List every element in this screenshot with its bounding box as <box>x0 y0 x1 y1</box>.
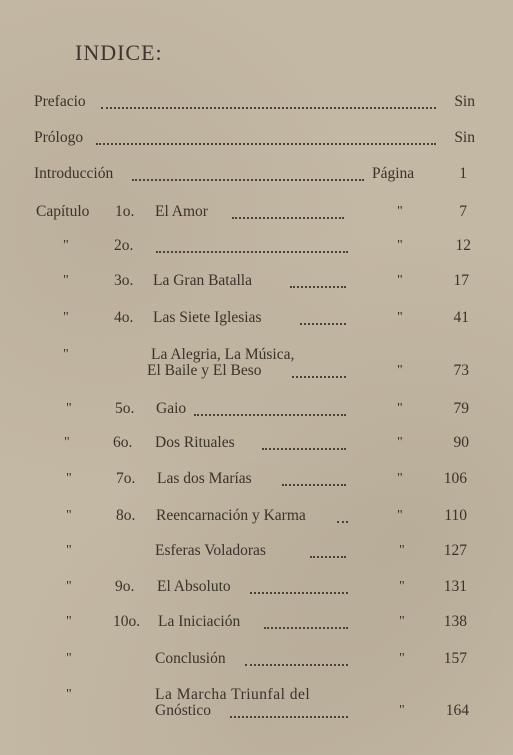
ditto-mark: " <box>66 614 72 629</box>
ditto-mark: " <box>63 310 69 325</box>
leader-dots <box>96 129 436 145</box>
chapter-title: Conclusión <box>155 650 226 667</box>
chapter-title: Gaio <box>156 400 187 417</box>
ditto-mark: " <box>399 703 405 718</box>
toc-page: Sin <box>454 129 475 146</box>
chapter-title: La Gran Batalla <box>153 272 252 289</box>
toc-page: 90 <box>453 434 469 451</box>
chapter-number: 7o. <box>116 470 136 487</box>
leader-dots <box>290 272 346 288</box>
ditto-mark: " <box>397 508 403 523</box>
chapter-title: Las Siete Iglesias <box>153 309 262 326</box>
ditto-mark: " <box>397 273 403 288</box>
ditto-mark: " <box>63 238 69 253</box>
chapter-title-line-1: La Marcha Triunfal del <box>155 686 311 703</box>
ditto-mark: " <box>399 651 405 666</box>
ditto-mark: " <box>399 614 405 629</box>
chapter-number: 4o. <box>114 309 134 326</box>
chapter-title: Reencarnación y Karma <box>156 507 306 524</box>
ditto-mark: " <box>66 401 72 416</box>
leader-dots <box>194 400 346 416</box>
ditto-mark: " <box>397 363 403 378</box>
chapter-title: El Amor <box>155 203 208 220</box>
ditto-mark: " <box>397 238 403 253</box>
chapter-title-line-1: La Alegria, La Música, <box>151 346 295 363</box>
chapter-number: 5o. <box>115 400 135 417</box>
chapter-number: 9o. <box>115 578 135 595</box>
chapter-title-line-2: Gnóstico <box>155 702 211 719</box>
toc-page: 164 <box>445 702 469 719</box>
chapter-title-line-2: El Baile y El Beso <box>147 362 262 379</box>
toc-page: 131 <box>443 578 467 595</box>
leader-dots <box>292 362 346 378</box>
toc-page: 73 <box>453 362 469 379</box>
chapter-number: 2o. <box>114 237 134 254</box>
chapter-prefix: Capítulo <box>36 203 90 220</box>
chapter-title: La Iniciación <box>158 613 241 630</box>
ditto-mark: " <box>66 543 72 558</box>
toc-page: Sin <box>454 93 475 110</box>
toc-label: Introducción <box>34 165 114 182</box>
leader-dots <box>245 650 348 666</box>
chapter-title: Esferas Voladoras <box>155 542 266 559</box>
leader-dots <box>337 507 348 523</box>
ditto-mark: " <box>397 435 403 450</box>
toc-page: 12 <box>455 237 471 254</box>
ditto-mark: " <box>66 651 72 666</box>
chapter-number: 8o. <box>116 507 136 524</box>
ditto-mark: " <box>397 401 403 416</box>
leader-dots <box>282 470 346 486</box>
leader-dots <box>262 434 346 450</box>
leader-dots <box>250 578 348 594</box>
ditto-mark: " <box>63 273 69 288</box>
toc-page: 110 <box>444 507 467 524</box>
ditto-mark: " <box>63 347 69 362</box>
toc-label: Prólogo <box>34 129 84 146</box>
index-title: INDICE: <box>75 40 163 65</box>
toc-page: 138 <box>443 613 467 630</box>
toc-label: Prefacio <box>34 93 86 110</box>
chapter-title: Dos Rituales <box>155 434 235 451</box>
page-word: Página <box>372 165 415 182</box>
ditto-mark: " <box>66 508 72 523</box>
ditto-mark: " <box>66 579 72 594</box>
leader-dots <box>132 165 364 181</box>
toc-page: 106 <box>443 470 467 487</box>
chapter-number: 10o. <box>113 613 141 630</box>
toc-page: 41 <box>453 309 469 326</box>
ditto-mark: " <box>66 687 72 702</box>
ditto-mark: " <box>397 471 403 486</box>
leader-dots <box>232 203 344 219</box>
toc-page: 7 <box>459 203 467 220</box>
toc-page: 127 <box>443 542 467 559</box>
toc-page: 17 <box>453 272 469 289</box>
chapter-number: 1o. <box>115 203 135 220</box>
leader-dots <box>310 542 346 558</box>
ditto-mark: " <box>397 310 403 325</box>
chapter-title: El Absoluto <box>157 578 231 595</box>
leader-dots <box>101 93 436 109</box>
toc-page: 1 <box>459 165 467 182</box>
ditto-mark: " <box>399 543 405 558</box>
leader-dots <box>300 309 346 325</box>
ditto-mark: " <box>66 471 72 486</box>
leader-dots <box>156 237 348 253</box>
toc-page: 79 <box>453 400 469 417</box>
chapter-number: 6o. <box>113 434 133 451</box>
ditto-mark: " <box>399 579 405 594</box>
leader-dots <box>264 613 348 629</box>
toc-page: 157 <box>443 650 467 667</box>
ditto-mark: " <box>397 204 403 219</box>
ditto-mark: " <box>64 435 70 450</box>
leader-dots <box>230 702 348 718</box>
chapter-title: Las dos Marías <box>157 470 252 487</box>
chapter-number: 3o. <box>114 272 134 289</box>
